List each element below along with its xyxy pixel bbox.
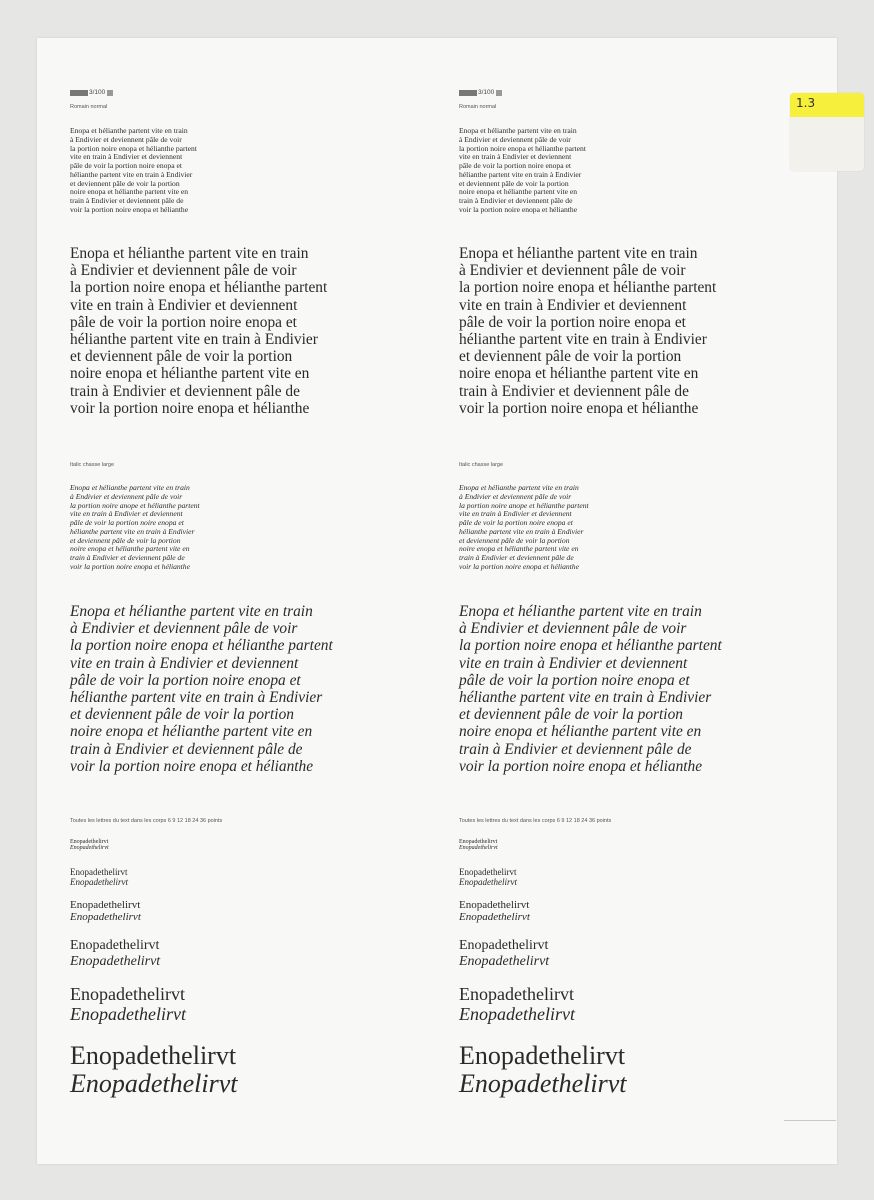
size-specimen-6pt: Enopadethelirvt Enopadethelirvt xyxy=(70,839,109,851)
size-specimen-12pt: Enopadethelirvt Enopadethelirvt xyxy=(459,899,530,923)
color-ruler xyxy=(70,90,130,96)
color-ruler xyxy=(459,90,519,96)
roman-large-text: Enopa et hélianthe partent vite en train à Endivier et deviennent pâle de voir la portion noire enopa et hélianthe partent vite en train à Endivier et deviennent pâle de voir la portion noire enopa et hélianthe partent vite en train à Endivier et deviennent pâle de voir la portion noire enopa et hélianthe partent vite en train à Endivier et deviennent pâle de voir la portion noire enopa et hélianthe xyxy=(70,245,328,417)
size-specimen-24pt: Enopadethelirvt Enopadethelirvt xyxy=(70,984,186,1024)
sizes-label: Toutes les lettres du text dans les corps 6 9 12 18 24 36 points xyxy=(70,818,223,824)
sizes-label: Toutes les lettres du text dans les corps 6 9 12 18 24 36 points xyxy=(459,818,612,824)
type-specimen-sheet xyxy=(37,38,837,1164)
ruler-code: 3/100 xyxy=(89,89,106,96)
size-specimen-36pt: Enopadethelirvt Enopadethelirvt xyxy=(459,1041,627,1098)
ruler-code: 3/100 xyxy=(478,89,495,96)
italic-large-text: Enopa et hélianthe partent vite en train à Endivier et deviennent pâle de voir la portion noire enopa et hélianthe partent vite en train à Endivier et deviennent pâle de voir la portion noire enopa et hélianthe partent vite en train à Endivier et deviennent pâle de voir la portion noire enopa et hélianthe partent vite en train à Endivier et deviennent pâle de voir la portion noire enopa et hélianthe xyxy=(70,603,333,775)
roman-small-text: Enopa et hélianthe partent vite en train à Endivier et deviennent pâle de voir la portion noire enopa et hélianthe partent vite en train à Endivier et deviennent pâle de voir la portion noire enopa et hélianthe partent vite en train à Endivier et deviennent pâle de voir la portion noire enopa et hélianthe partent vite en train à Endivier et deviennent pâle de voir la portion noire enopa et hélianthe xyxy=(70,126,197,214)
size-specimen-12pt: Enopadethelirvt Enopadethelirvt xyxy=(70,899,141,923)
roman-label: Romain normal xyxy=(459,104,497,110)
roman-large-text: Enopa et hélianthe partent vite en train à Endivier et deviennent pâle de voir la portion noire enopa et hélianthe partent vite en train à Endivier et deviennent pâle de voir la portion noire enopa et hélianthe partent vite en train à Endivier et deviennent pâle de voir la portion noire enopa et hélianthe partent vite en train à Endivier et deviennent pâle de voir la portion noire enopa et hélianthe xyxy=(459,245,717,417)
yellow-sticker xyxy=(790,93,864,171)
italic-small-text: Enopa et hélianthe partent vite en train à Endivier et deviennent pâle de voir la portion noire anope et hélianthe partent vite en train à Endivier et deviennent pâle de voir la portion noire enopa et hélianthe partent vite en train à Endivier et deviennent pâle de voir la portion noire enopa et hélianthe partent vite en train à Endivier et deviennent pâle de voir la portion noire enopa et hélianthe xyxy=(70,483,200,571)
italic-small-text: Enopa et hélianthe partent vite en train à Endivier et deviennent pâle de voir la portion noire anope et hélianthe partent vite en train à Endivier et deviennent pâle de voir la portion noire enopa et hélianthe partent vite en train à Endivier et deviennent pâle de voir la portion noire enopa et hélianthe partent vite en train à Endivier et deviennent pâle de voir la portion noire enopa et hélianthe xyxy=(459,483,589,571)
size-specimen-9pt: Enopadethelirvt Enopadethelirvt xyxy=(459,867,517,887)
sticker-label: 1.3 xyxy=(790,93,864,117)
roman-small-text: Enopa et hélianthe partent vite en train à Endivier et deviennent pâle de voir la portion noire enopa et hélianthe partent vite en train à Endivier et deviennent pâle de voir la portion noire enopa et hélianthe partent vite en train à Endivier et deviennent pâle de voir la portion noire enopa et hélianthe partent vite en train à Endivier et deviennent pâle de voir la portion noire enopa et hélianthe xyxy=(459,126,586,214)
italic-large-text: Enopa et hélianthe partent vite en train à Endivier et deviennent pâle de voir la portion noire enopa et hélianthe partent vite en train à Endivier et deviennent pâle de voir la portion noire enopa et hélianthe partent vite en train à Endivier et deviennent pâle de voir la portion noire enopa et hélianthe partent vite en train à Endivier et deviennent pâle de voir la portion noire enopa et hélianthe xyxy=(459,603,722,775)
size-specimen-18pt: Enopadethelirvt Enopadethelirvt xyxy=(459,938,550,969)
size-specimen-9pt: Enopadethelirvt Enopadethelirvt xyxy=(70,867,128,887)
size-specimen-24pt: Enopadethelirvt Enopadethelirvt xyxy=(459,984,575,1024)
crop-mark xyxy=(784,1120,836,1121)
size-specimen-18pt: Enopadethelirvt Enopadethelirvt xyxy=(70,938,161,969)
italic-label: Italic chasse large xyxy=(70,462,115,468)
roman-label: Romain normal xyxy=(70,104,108,110)
size-specimen-36pt: Enopadethelirvt Enopadethelirvt xyxy=(70,1041,238,1098)
italic-label: Italic chasse large xyxy=(459,462,504,468)
size-specimen-6pt: Enopadethelirvt Enopadethelirvt xyxy=(459,839,498,851)
